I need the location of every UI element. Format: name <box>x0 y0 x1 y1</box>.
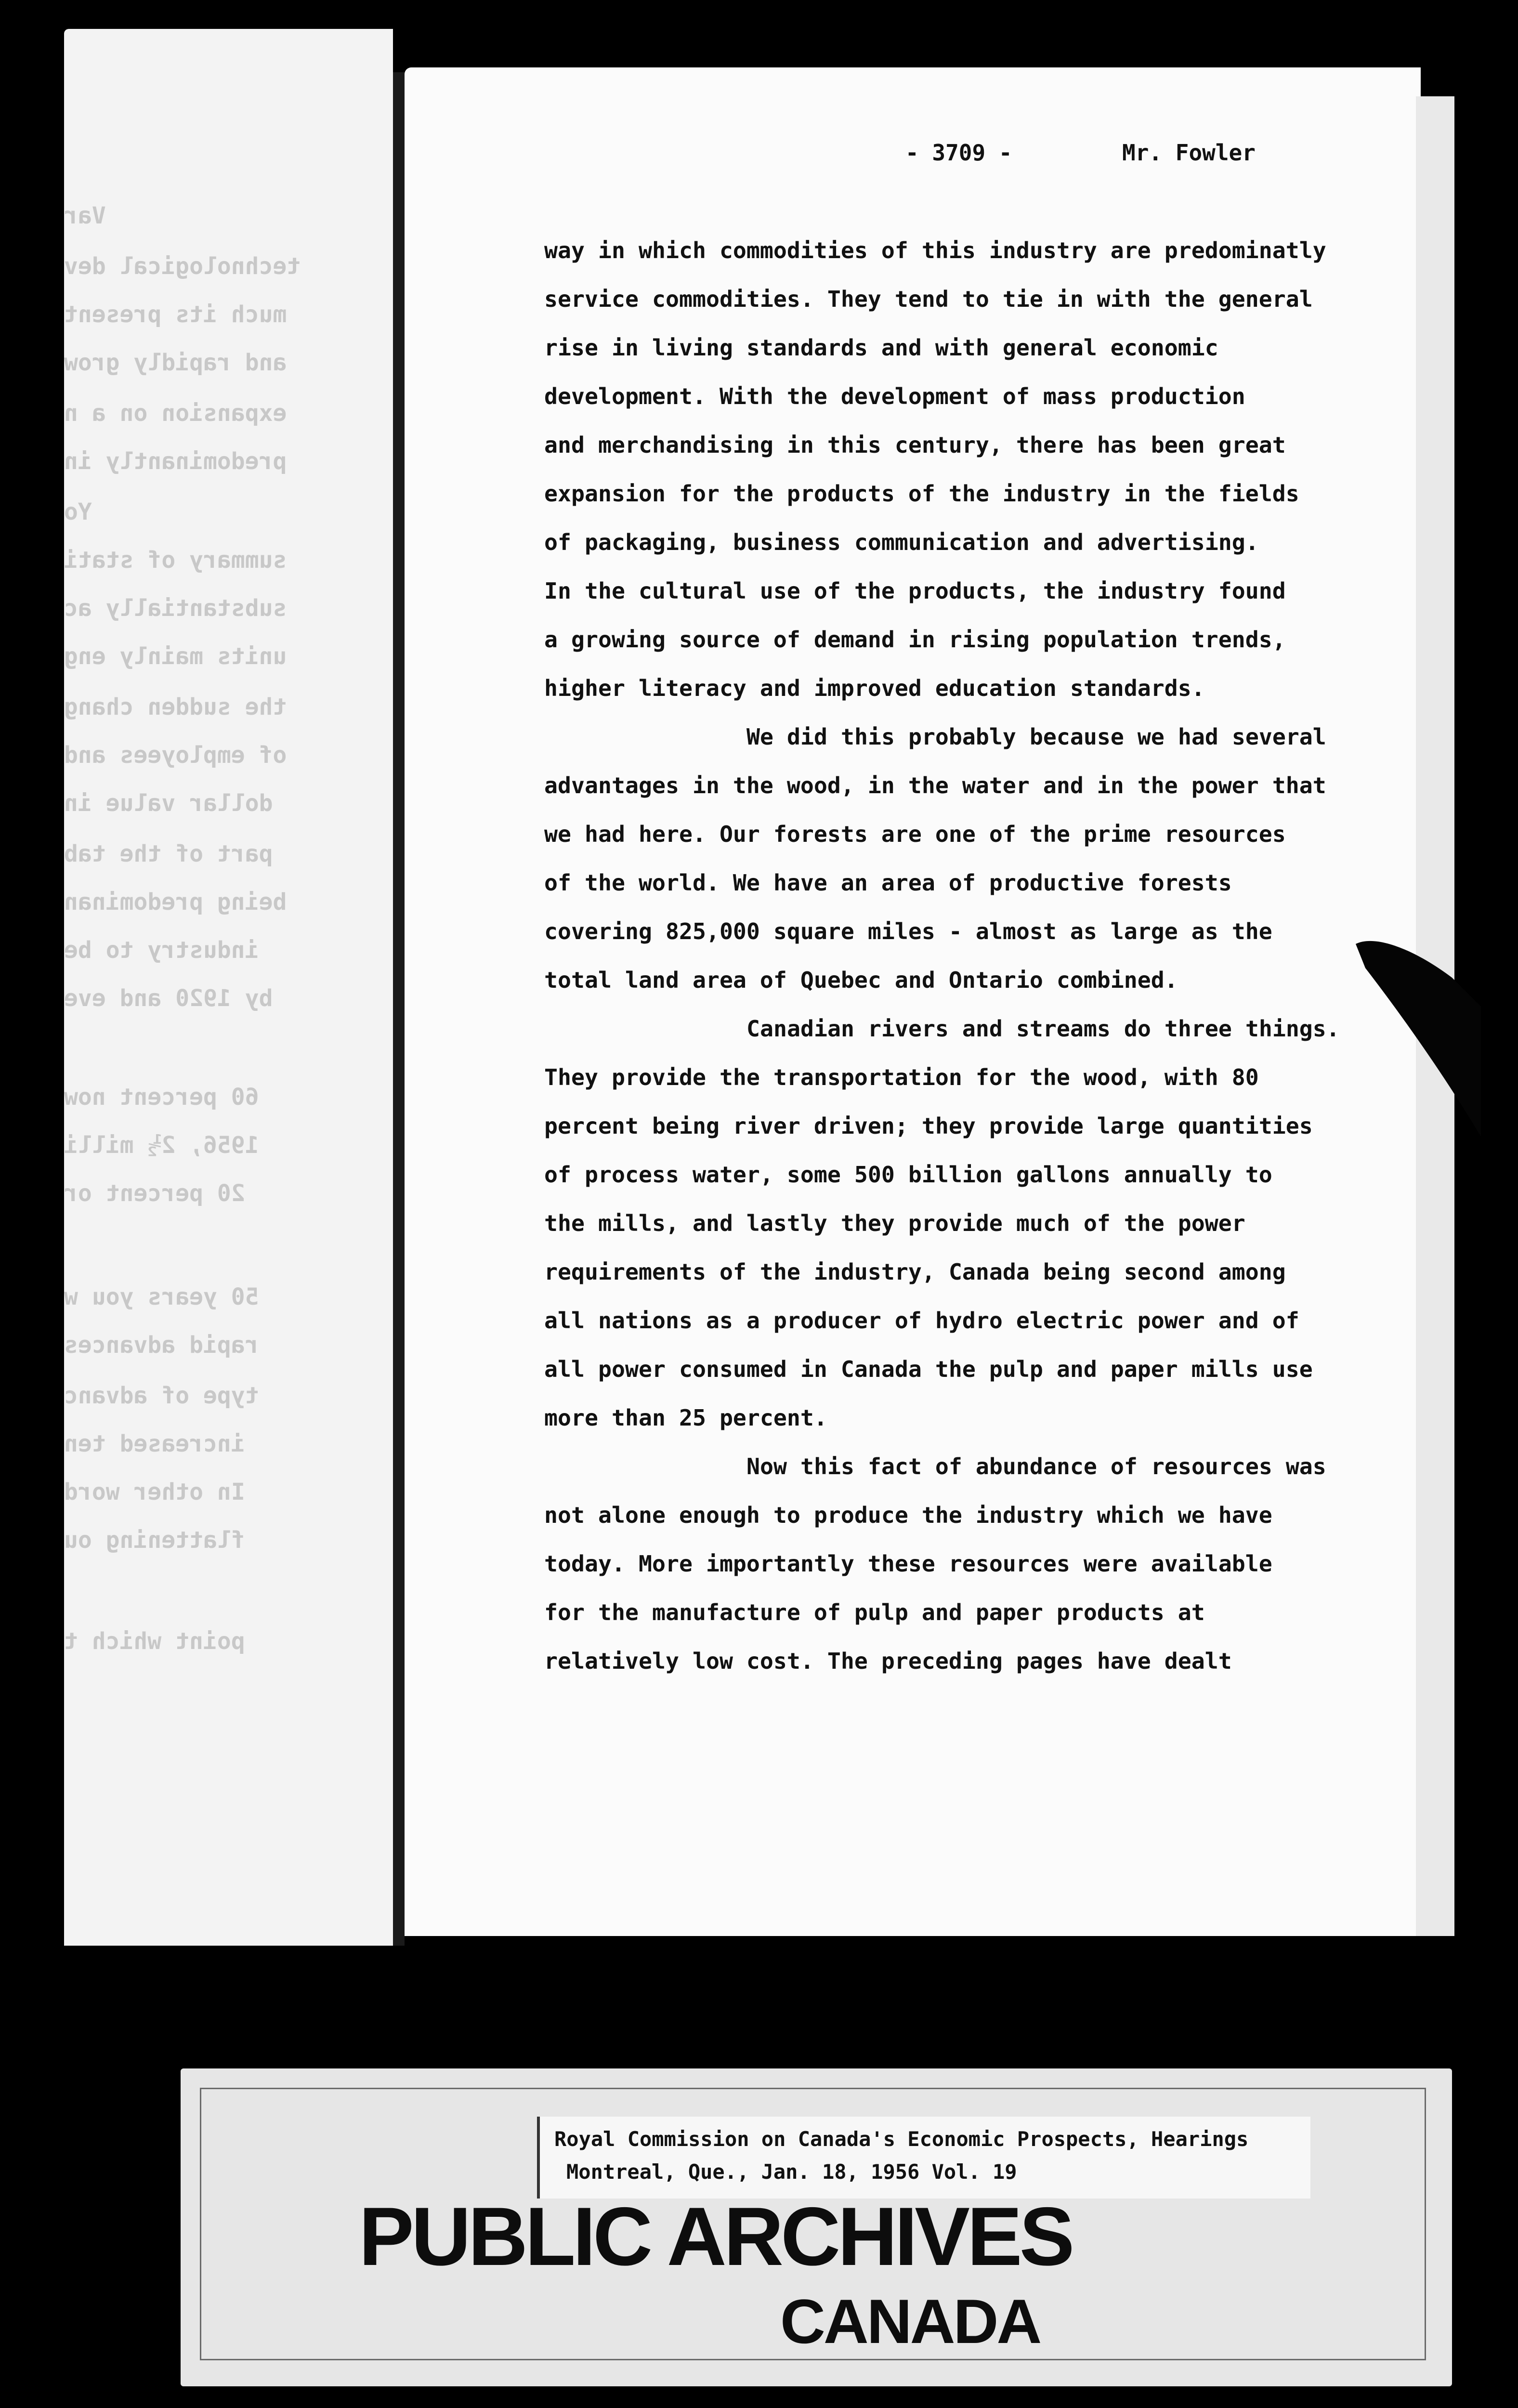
text-line: today. More importantly these resources were available <box>544 1551 1272 1577</box>
text-line: They provide the transportation for the wood, with 80 <box>544 1064 1259 1090</box>
speaker-name: Mr. Fowler <box>1122 140 1256 166</box>
text-line: the mills, and lastly they provide much of the power <box>544 1210 1245 1236</box>
text-line: not alone enough to produce the industry which we have <box>544 1502 1272 1528</box>
show-through-line: and rapidly grow <box>64 349 287 376</box>
text-line: of the world. We have an area of productive forests <box>544 870 1232 896</box>
show-through-line: much its present <box>64 301 287 328</box>
show-through-line: being predominan <box>64 889 287 916</box>
document-page <box>405 67 1421 1936</box>
text-line: all power consumed in Canada the pulp and paper mills use <box>544 1356 1313 1382</box>
typed-label-strip <box>537 2117 1310 2199</box>
show-through-line: Var <box>64 202 106 229</box>
show-through-line: flattening ou <box>64 1527 245 1554</box>
text-line: all nations as a producer of hydro electric power and of <box>544 1308 1299 1334</box>
typed-label-line-2: Montreal, Que., Jan. 18, 1956 Vol. 19 <box>566 2160 1017 2184</box>
show-through-line: the sudden chang <box>64 694 287 720</box>
text-line: development. With the development of mass production <box>544 383 1245 409</box>
show-through-line: of employees and <box>64 742 287 769</box>
show-through-line: technological dev <box>64 253 301 280</box>
show-through-line: part of the tab <box>64 840 273 867</box>
text-line: service commodities. They tend to tie in with the general <box>544 286 1313 312</box>
text-line: In the cultural use of the products, the industry found <box>544 578 1286 604</box>
text-line: We did this probably because we had several <box>746 724 1326 750</box>
show-through-line: by 1920 and eve <box>64 985 273 1012</box>
typed-label-line-1: Royal Commission on Canada's Economic Prospects, Hearings <box>554 2127 1249 2151</box>
text-line: a growing source of demand in rising population trends, <box>544 627 1286 653</box>
page-number: - 3709 - <box>905 140 1012 166</box>
archive-stamp-title: PUBLIC ARCHIVES <box>359 2190 1072 2283</box>
left-facing-page <box>64 29 393 1946</box>
text-line: requirements of the industry, Canada being second among <box>544 1259 1286 1285</box>
body-text <box>544 226 1411 1686</box>
show-through-line: type of advanc <box>64 1382 259 1409</box>
text-line: of packaging, business communication and advertising. <box>544 529 1259 555</box>
text-line: we had here. Our forests are one of the prime resources <box>544 821 1286 847</box>
text-line: Now this fact of abundance of resources was <box>746 1453 1326 1479</box>
text-line: and merchandising in this century, there has been great <box>544 432 1286 458</box>
text-line: for the manufacture of pulp and paper products at <box>544 1599 1205 1625</box>
show-through-line: 1956, 2½ milli <box>64 1132 259 1159</box>
show-through-line: rapid advances <box>64 1332 259 1359</box>
text-line: total land area of Quebec and Ontario combined. <box>544 967 1178 993</box>
show-through-line: In other word <box>64 1479 245 1505</box>
text-line: of process water, some 500 billion gallons annually to <box>544 1162 1272 1188</box>
text-line: way in which commodities of this industry are predominatly <box>544 237 1326 263</box>
show-through-line: 60 percent now <box>64 1084 259 1111</box>
text-line: covering 825,000 square miles - almost as large as the <box>544 918 1272 944</box>
text-line: higher literacy and improved education standards. <box>544 675 1205 701</box>
text-line: relatively low cost. The preceding pages have dealt <box>544 1648 1232 1674</box>
text-line: percent being river driven; they provide large quantities <box>544 1113 1313 1139</box>
archive-stamp-subtitle: CANADA <box>780 2286 1040 2356</box>
show-through-line: units mainly eng <box>64 643 287 670</box>
show-through-line: summary of stati <box>64 547 287 574</box>
show-through-line: increased ten <box>64 1430 245 1457</box>
show-through-line: 20 percent or <box>64 1180 245 1207</box>
book-spine <box>393 72 405 1946</box>
text-line: Canadian rivers and streams do three things. <box>746 1016 1340 1042</box>
pointer-shadow-icon <box>1356 934 1481 1137</box>
text-line: advantages in the wood, in the water and in the power that <box>544 772 1326 798</box>
show-through-line: 50 years you w <box>64 1283 259 1310</box>
show-through-line: substantially ac <box>64 595 287 622</box>
show-through-line: point which t <box>64 1628 245 1655</box>
text-line: more than 25 percent. <box>544 1405 827 1431</box>
show-through-line: dollar value in <box>64 790 273 817</box>
text-line: rise in living standards and with general economic <box>544 335 1218 361</box>
archive-label-card <box>181 2068 1452 2386</box>
show-through-line: industry to be <box>64 937 259 964</box>
show-through-line: Yo <box>64 498 92 525</box>
text-line: expansion for the products of the industry in the fields <box>544 481 1299 507</box>
show-through-line: predominantly in <box>64 448 287 475</box>
show-through-line: expansion on a n <box>64 400 287 427</box>
